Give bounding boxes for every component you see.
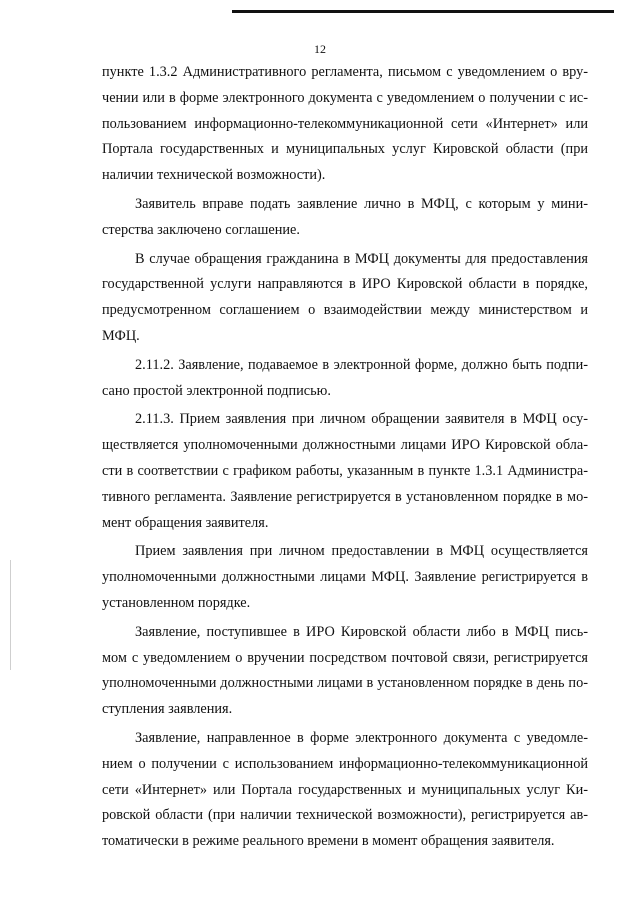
text-line: предусмотренном соглашением о взаимодействии между министерством и [102, 302, 588, 319]
paragraph-6 [102, 539, 588, 616]
paragraph-1 [102, 60, 588, 189]
text-line: 2.11.2. Заявление, подаваемое в электронной форме, должно быть подпи- [135, 356, 588, 373]
paragraph-4 [102, 353, 588, 405]
text-line: 2.11.3. Прием заявления при личном обращении заявителя в МФЦ осу- [135, 411, 588, 428]
text-line: томатически в режиме реального времени в момент обращения заявителя. [102, 833, 555, 850]
text-line: пользованием информационно-телекоммуникационной сети «Интернет» или [102, 115, 588, 132]
text-line: сети «Интернет» или Портала государственных и муниципальных услуг Ки- [102, 781, 588, 798]
header-rule [232, 10, 614, 13]
text-line: ровской области (при наличии технической возможности), регистрируется ав- [102, 807, 588, 824]
paragraph-3 [102, 247, 588, 350]
text-line: Прием заявления при личном предоставлении в МФЦ осуществляется [135, 543, 588, 560]
text-line: ществляется уполномоченными должностными лицами ИРО Кировской обла- [102, 437, 588, 454]
text-line: сано простой электронной подписью. [102, 382, 331, 399]
paragraph-8 [102, 726, 588, 855]
text-line: стерства заключено соглашение. [102, 221, 300, 238]
text-line: пункте 1.3.2 Административного регламента, письмом с уведомлением о вру- [102, 64, 588, 80]
text-line: Заявление, направленное в форме электронного документа с уведомле- [135, 729, 588, 746]
text-line: В случае обращения гражданина в МФЦ документы для предоставления [135, 250, 588, 267]
document-body [102, 60, 588, 858]
text-line: Заявление, поступившее в ИРО Кировской области либо в МФЦ пись- [135, 623, 588, 640]
text-line: наличии технической возможности). [102, 167, 326, 184]
text-line: ступления заявления. [102, 701, 233, 718]
text-line: мент обращения заявителя. [102, 514, 269, 531]
text-line: государственной услуги направляются в ИРО Кировской области в порядке, [102, 276, 588, 293]
text-line: уполномоченными должностными лицами МФЦ. Заявление регистрируется в [102, 569, 588, 586]
text-line: Заявитель вправе подать заявление лично в МФЦ, с которым у мини- [135, 195, 588, 212]
text-line: тивного регламента. Заявление регистрируется в установленном порядке в мо- [102, 488, 588, 505]
paragraph-7 [102, 620, 588, 723]
paragraph-2 [102, 192, 588, 244]
page-number: 12 [314, 42, 326, 56]
scan-margin-mark [10, 560, 11, 670]
text-line: Портала государственных и муниципальных услуг Кировской области (при [102, 141, 588, 158]
text-line: установленном порядке. [102, 594, 251, 611]
text-line: МФЦ. [102, 327, 140, 344]
text-line: сти в соответствии с графиком работы, указанным в пункте 1.3.1 Администра- [102, 462, 588, 479]
text-line: уполномоченными должностными лицами в установленном порядке в день по- [102, 675, 588, 692]
paragraph-5 [102, 407, 588, 536]
text-line: мом с уведомлением о вручении посредством почтовой связи, регистрируется [102, 649, 588, 666]
text-line: чении или в форме электронного документа с уведомлением о получении с ис- [102, 89, 588, 106]
text-line: нием о получении с использованием информационно-телекоммуникационной [102, 755, 588, 772]
